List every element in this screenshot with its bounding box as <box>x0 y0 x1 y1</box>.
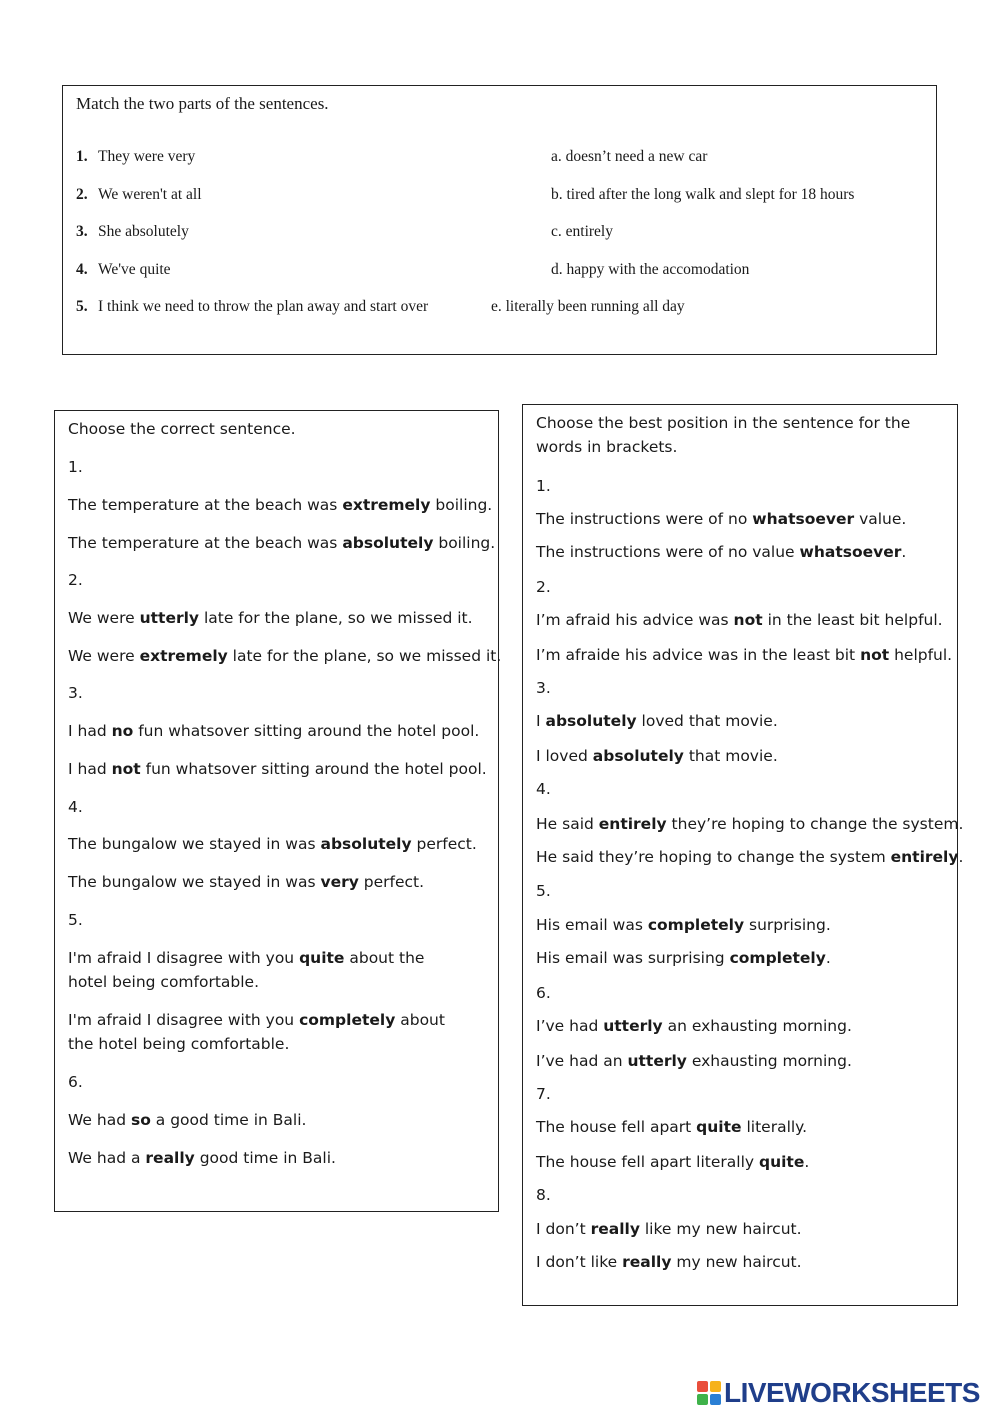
logo-text: LIVEWORKSHEETS <box>724 1377 980 1408</box>
match-right-item[interactable]: d. happy with the accomodation <box>551 261 750 278</box>
sentence-option[interactable]: The bungalow we stayed in was very perfect. <box>68 873 425 891</box>
sentence-option[interactable]: We had a really good time in Bali. <box>68 1149 336 1167</box>
sentence-option[interactable]: The instructions were of no whatsoever value. <box>536 510 907 528</box>
question-number: 7. <box>536 1085 551 1103</box>
liveworksheets-logo[interactable] <box>697 1377 980 1409</box>
sentence-option[interactable]: The house fell apart quite literally. <box>536 1118 808 1136</box>
match-right-item[interactable]: c. entirely <box>551 223 613 240</box>
sentence-option[interactable]: We were extremely late for the plane, so we missed it. <box>68 647 502 665</box>
match-left-item[interactable] <box>76 148 195 166</box>
logo-mark-icon <box>697 1381 721 1405</box>
sentence-option[interactable]: I’ve had an utterly exhausting morning. <box>536 1052 852 1070</box>
match-left-item[interactable] <box>76 298 428 316</box>
sentence-option[interactable]: I'm afraid I disagree with you completely about the hotel being comfortable. <box>68 1011 445 1053</box>
logo-square <box>697 1381 708 1392</box>
item-text: We've quite <box>98 261 171 278</box>
question-number: 1. <box>536 477 551 495</box>
match-left-item[interactable] <box>76 223 189 241</box>
item-text: We weren't at all <box>98 186 202 203</box>
match-right-item[interactable]: a. doesn’t need a new car <box>551 148 708 165</box>
logo-square <box>710 1394 721 1405</box>
matching-instruction: Match the two parts of the sentences. <box>76 94 329 113</box>
item-text: She absolutely <box>98 223 189 240</box>
question-number: 8. <box>536 1186 551 1204</box>
matching-exercise-box <box>62 85 937 355</box>
sentence-option[interactable]: I loved absolutely that movie. <box>536 747 778 765</box>
item-number: 3. <box>76 223 88 240</box>
question-number: 4. <box>68 798 83 816</box>
logo-square <box>710 1381 721 1392</box>
question-number: 2. <box>536 578 551 596</box>
match-right-item[interactable]: e. literally been running all day <box>491 298 685 315</box>
question-number: 6. <box>68 1073 83 1091</box>
sentence-option[interactable]: His email was completely surprising. <box>536 916 831 934</box>
sentence-option[interactable]: The bungalow we stayed in was absolutely perfect. <box>68 835 477 853</box>
sentence-option[interactable]: We were utterly late for the plane, so we missed it. <box>68 609 473 627</box>
choose-correct-sentence-box <box>54 410 502 1212</box>
item-number: 1. <box>76 148 88 165</box>
question-number: 6. <box>536 984 551 1002</box>
question-number: 3. <box>68 684 83 702</box>
sentence-option[interactable]: I don’t really like my new haircut. <box>536 1220 802 1238</box>
sentence-option[interactable]: The temperature at the beach was extremely boiling. <box>68 496 493 514</box>
question-number: 1. <box>68 458 83 476</box>
sentence-option[interactable]: His email was surprising completely. <box>536 949 831 967</box>
item-text: I think we need to throw the plan away and start over <box>98 298 429 315</box>
match-left-item[interactable] <box>76 186 202 204</box>
sentence-option[interactable]: I'm afraid I disagree with you quite about the hotel being comfortable. <box>68 949 425 991</box>
best-position-box <box>522 404 964 1306</box>
item-number: 4. <box>76 261 88 278</box>
sentence-option[interactable]: We had so a good time in Bali. <box>68 1111 307 1129</box>
sentence-option[interactable]: I’m afraid his advice was not in the least bit helpful. <box>536 611 943 629</box>
sentence-option[interactable]: I had not fun whatsover sitting around the hotel pool. <box>68 760 487 778</box>
sentence-option[interactable]: The temperature at the beach was absolutely boiling. <box>68 534 496 552</box>
sentence-option[interactable]: The house fell apart literally quite. <box>536 1153 810 1171</box>
sentence-option[interactable]: He said entirely they’re hoping to change the system. <box>536 815 964 833</box>
item-number: 2. <box>76 186 88 203</box>
position-instruction: Choose the best position in the sentence for the words in brackets. <box>536 414 911 456</box>
question-number: 5. <box>68 911 83 929</box>
item-text: They were very <box>98 148 196 165</box>
sentence-option[interactable]: I’m afraide his advice was in the least bit not helpful. <box>536 646 953 664</box>
question-number: 2. <box>68 571 83 589</box>
question-number: 4. <box>536 780 551 798</box>
sentence-option[interactable]: I had no fun whatsover sitting around the hotel pool. <box>68 722 480 740</box>
sentence-option[interactable]: I don’t like really my new haircut. <box>536 1253 802 1271</box>
choose-instruction: Choose the correct sentence. <box>68 420 296 438</box>
logo-square <box>697 1394 708 1405</box>
sentence-option[interactable]: I’ve had utterly an exhausting morning. <box>536 1017 852 1035</box>
sentence-option[interactable]: The instructions were of no value whatsoever. <box>536 543 907 561</box>
question-number: 5. <box>536 882 551 900</box>
sentence-option[interactable]: I absolutely loved that movie. <box>536 712 778 730</box>
question-number: 3. <box>536 679 551 697</box>
sentence-option[interactable]: He said they’re hoping to change the system entirely. <box>536 848 964 866</box>
match-left-item[interactable] <box>76 261 171 279</box>
item-number: 5. <box>76 298 88 315</box>
match-right-item[interactable]: b. tired after the long walk and slept for 18 hours <box>551 186 855 203</box>
